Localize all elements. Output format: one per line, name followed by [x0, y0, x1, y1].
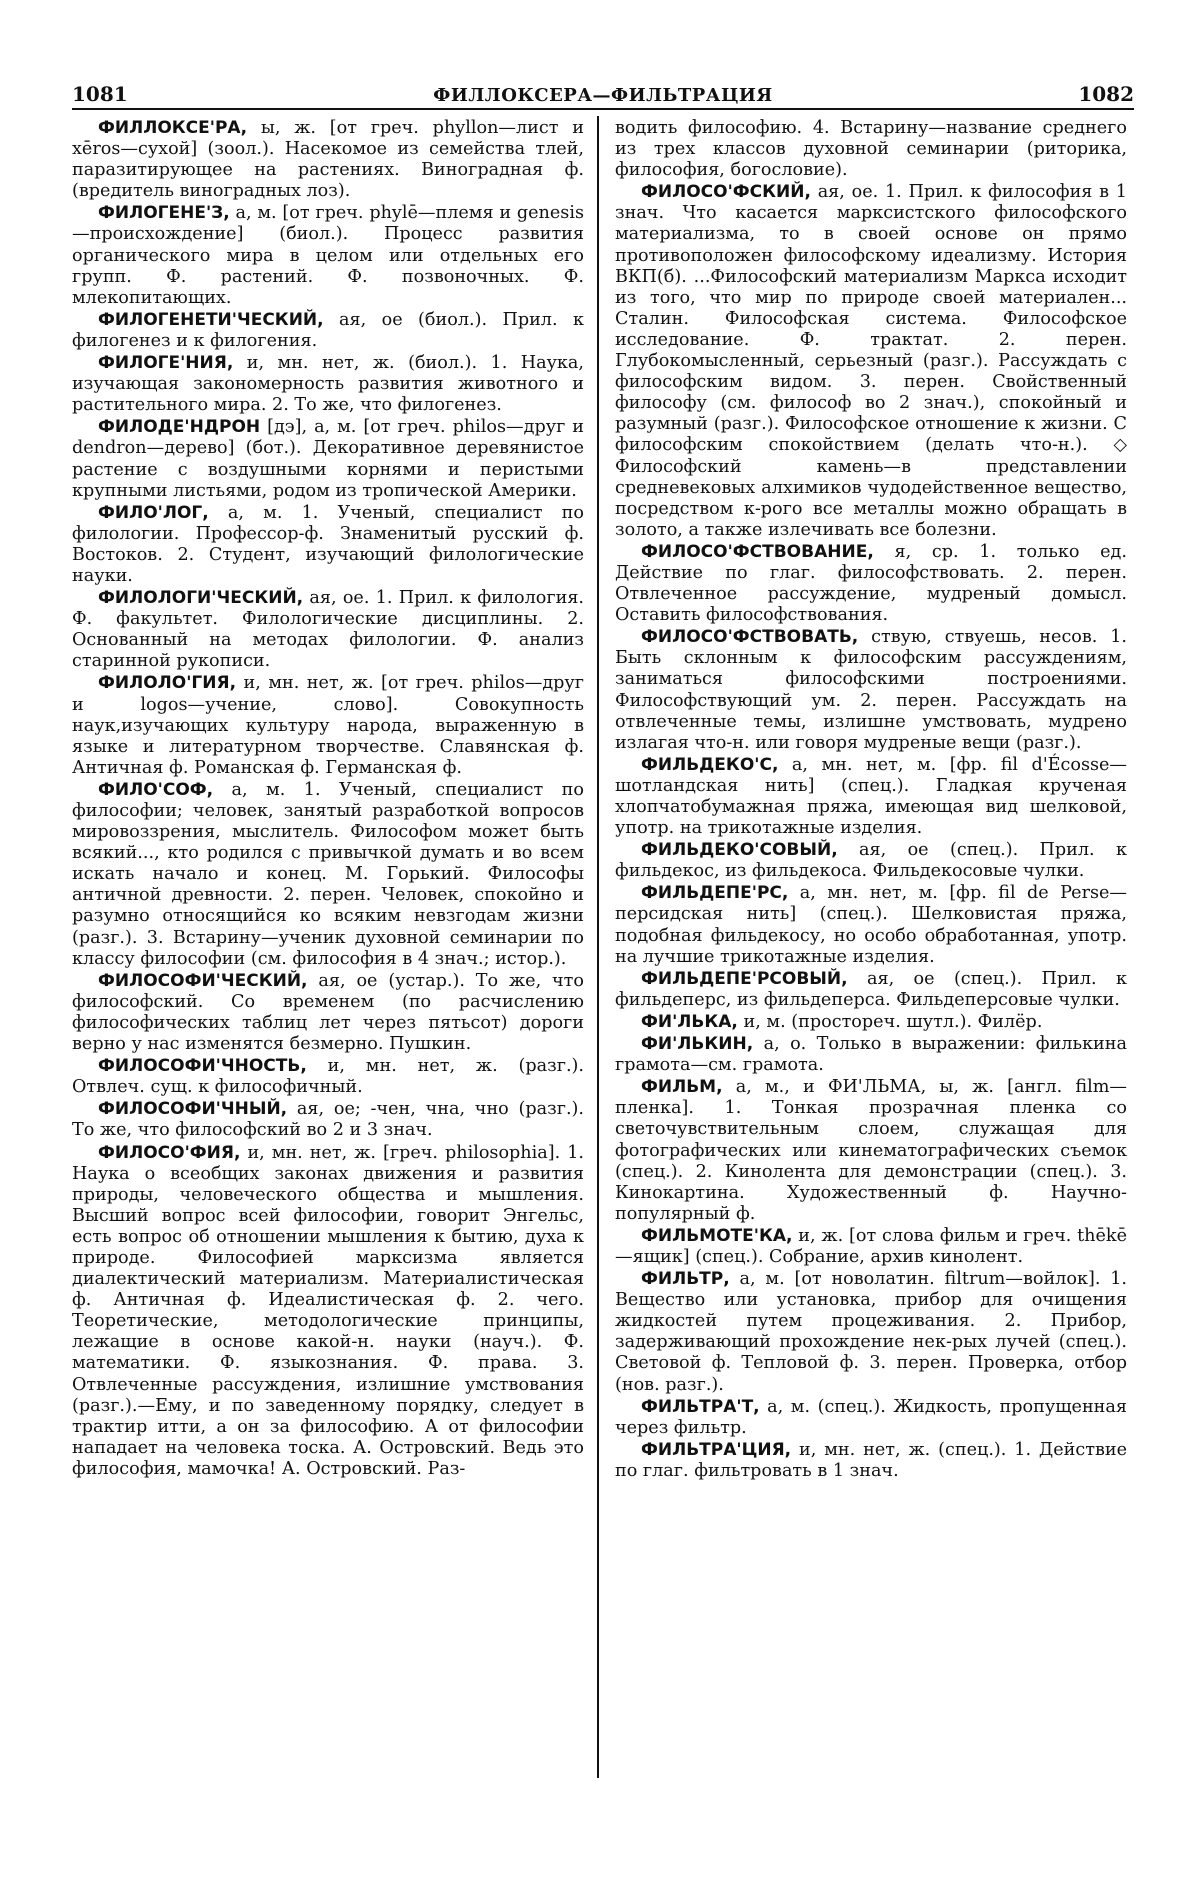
dictionary-entry [615, 1077, 1127, 1225]
entry-headword: ФИЛЬМ, [641, 1077, 723, 1098]
dictionary-entry [72, 203, 584, 308]
left-column [72, 118, 584, 1878]
dictionary-entry [72, 1143, 584, 1481]
entry-definition: водить философию. 4. Встарину—название среднего из трех классов духовной семинарии (риторика, философия, богословие). [615, 118, 1127, 181]
entry-headword: ФИЛОГЕ'НИЯ, [98, 353, 234, 374]
entry-headword: ФИЛОЛО'ГИЯ, [98, 673, 237, 694]
dictionary-entry [615, 182, 1127, 541]
dictionary-entry [615, 627, 1127, 754]
page-number-right: 1082 [1078, 82, 1134, 106]
entry-definition: а, м. [от новолатин. filtrum—войлок]. 1. Вещество или установка, прибор для очищения жидкостей путем процеживания. 2. Прибор, задерживающий прохождение нек-рых лучей (спец.). Световой ф. Тепловой ф. 3. перен. Проверка, отбор (нов. разг.). [615, 1269, 1127, 1395]
dictionary-entry [72, 310, 584, 352]
entry-definition: и, мн. нет, ж. [от греч. philos—друг и logos—учение, слово]. Совокупность наук,изучающих культуру народа, выраженную в языке и литературном творчестве. Славянская ф. Античная ф. Романская ф. Германская ф. [72, 673, 584, 778]
entry-headword: ФИЛОСОФИ'ЧНОСТЬ, [98, 1056, 307, 1077]
entry-headword: ФИ'ЛЬКИН, [641, 1034, 754, 1055]
entry-definition: я, ср. 1. только ед. Действие по глаг. философствовать. 2. перен. Отвлеченное рассуждение, мудреный домысл. Оставить философствования. [615, 541, 1127, 626]
entry-headword: ФИЛОГЕНЕТИ'ЧЕСКИЙ, [98, 309, 324, 330]
entry-headword: ФИ'ЛЬКА, [641, 1011, 738, 1032]
entry-definition: а, мн. нет, м. [фр. fil de Perse—персидская нить] (спец.). Шелковистая пряжа, подобная фильдекосу, но особо обработанная, употр. на лучшие трикотажные изделия. [615, 883, 1127, 967]
entry-definition: ы, ж. [от греч. phyllon—лист и xēros—сухой] (зоол.). Насекомое из семейства тлей, паразитирующее на растениях. Виноградная ф. (вредитель виноградных лоз). [72, 118, 584, 202]
entry-definition: ая, ое (спец.). Прил. к фильдекос, из фильдекоса. Фильдекосовые чулки. [615, 840, 1127, 882]
dictionary-entry [615, 1440, 1127, 1482]
dictionary-entry [615, 118, 1127, 181]
dictionary-entry [72, 1056, 584, 1098]
entry-headword: ФИЛЬМОТЕ'КА, [641, 1225, 793, 1246]
entry-headword: ФИЛЬТРА'ЦИЯ, [641, 1439, 792, 1460]
entry-definition: а, м. (спец.). Жидкость, пропущенная через фильтр. [615, 1396, 1127, 1438]
entry-definition: ая, ое (устар.). То же, что философский. Со временем (по расчислению философических таблиц лет через пятьсот) дороги верно у нас изменятся безмерно. Пушкин. [72, 970, 584, 1055]
right-column [615, 118, 1127, 1878]
entry-definition: а, м. [от греч. phylē—племя и genesis—происхождение] (биол.). Процесс развития органического мира в целом или отдельных его групп. Ф. растений. Ф. позвоночных. Ф. млекопитающих. [72, 203, 584, 308]
entry-definition: ая, ое (биол.). Прил. к филогенез и к филогения. [72, 309, 584, 351]
dictionary-entry [72, 780, 584, 970]
entry-headword: ФИЛОСО'ФСКИЙ, [641, 182, 811, 203]
dictionary-entry [615, 755, 1127, 839]
dictionary-entry [72, 588, 584, 672]
dictionary-entry [615, 969, 1127, 1011]
entry-headword: ФИЛОГЕНЕ'З, [98, 203, 230, 224]
entry-definition: и, мн. нет, ж. (разг.). Отвлеч. сущ. к философичный. [72, 1056, 584, 1098]
dictionary-entry [72, 673, 584, 778]
dictionary-entry [72, 353, 584, 416]
entry-definition: ая, ое (спец.). Прил. к фильдеперс, из фильдеперса. Фильдеперсовые чулки. [615, 968, 1127, 1010]
dictionary-entry [615, 542, 1127, 626]
dictionary-entry [72, 971, 584, 1055]
dictionary-entry [615, 1269, 1127, 1396]
entry-headword: ФИЛЬДЕПЕ'РС, [641, 883, 789, 904]
entry-headword: ФИЛЛОКСЕ'РА, [98, 118, 248, 138]
dictionary-entry [615, 1034, 1127, 1076]
entry-headword: ФИЛО'ЛОГ, [98, 502, 209, 523]
entry-definition: ствую, ствуешь, несов. 1. Быть склонным к философским рассуждениям, заниматься философскими построениями. Философствующий ум. 2. перен. Рассуждать на отвлеченные темы, излишне умствовать, мудрено излагая что-н. или говоря мудреные вещи (разг.). [615, 627, 1127, 753]
entry-headword: ФИЛЬДЕКО'СОВЫЙ, [641, 840, 838, 861]
entry-definition: а, м. 1. Ученый, специалист по филологии. Профессор-ф. Знаменитый русский ф. Востоков. 2. Студент, изучающий филологические науки. [72, 502, 584, 586]
entry-headword: ФИЛОДЕ'НДРОН [98, 417, 261, 438]
entry-definition: и, мн. нет, ж. (спец.). 1. Действие по глаг. фильтровать в 1 знач. [615, 1439, 1127, 1481]
entry-definition: и, мн. нет, ж. [греч. philosophia]. 1. Наука о всеобщих законах движения и развития природы, человеческого общества и мышления. Высший вопрос всей философии, говорит Энгельс, есть вопрос об отношении мышления к бытию, духа к природе. Философией марксизма является диалектический материализм. Материалистическая ф. Античная ф. Идеалистическая ф. 2. чего. Теоретические, методологические принципы, лежащие в основе какой-н. науки (науч.). Ф. математики. Ф. языкознания. Ф. права. 3. Отвлеченные рассуждения, излишние умствования (разг.).—Ему, и по заведенному порядку, следует в трактир итти, а он за философию. А от философии нападает на человека тоска. А. Островский. Ведь это философия, мамочка! А. Островский. Раз- [72, 1142, 584, 1479]
entry-headword: ФИЛЬТР, [641, 1269, 730, 1290]
entry-headword: ФИЛО'СОФ, [98, 779, 214, 800]
entry-headword: ФИЛОСОФИ'ЧНЫЙ, [98, 1099, 288, 1120]
entry-definition: ая, ое; -чен, чна, чно (разг.). То же, что философский во 2 и 3 знач. [72, 1099, 584, 1141]
entry-definition: ая, ое. 1. Прил. к филология. Ф. факультет. Филологические дисциплины. 2. Основанный на методах филологии. Ф. анализ старинной рукописи. [72, 588, 584, 672]
header-rule [72, 108, 1134, 110]
entry-definition: а, м., и ФИ'ЛЬМА, ы, ж. [англ. film—пленка]. 1. Тонкая прозрачная пленка со светочувствительным слоем, служащая для фотографических или кинематографических съемок (спец.). 2. Кинолента для демонстрации (спец.). 3. Кинокартина. Художественный ф. Научно-популярный ф. [615, 1077, 1127, 1224]
column-divider [597, 116, 599, 1778]
dictionary-entry [615, 883, 1127, 967]
entry-headword: ФИЛОСОФИ'ЧЕСКИЙ, [98, 970, 308, 991]
entry-definition: и, мн. нет, ж. (биол.). 1. Наука, изучающая закономерность развития животного и растительного мира. 2. То же, что филогенез. [72, 353, 584, 416]
entry-definition: ая, ое. 1. Прил. к философия в 1 знач. Что касается марксистского философского материализма, то в своей основе он прямо противоположен философскому идеализму. История ВКП(б). ...Философский материализм Маркса исходит из того, что мир по природе своей материален... Сталин. Философская система. Философское исследование. Ф. трактат. 2. перен. Глубокомысленный, серьезный (разг.). Рассуждать с философским видом. 3. перен. Свойственный философу (см. философ во 2 знач.), спокойный и разумный (разг.). Философское отношение к жизни. С философским спокойствием (делать что-н.). ◇ Философский камень—в представлении средневековых алхимиков чудодейственное вещество, посредством к-рого все металлы можно обращать в золото, а также излечивать все болезни. [615, 182, 1127, 540]
dictionary-entry [615, 1012, 1127, 1033]
dictionary-entry [72, 118, 584, 202]
entry-headword: ФИЛОСО'ФСТВОВАНИЕ, [641, 541, 874, 562]
page-number-left: 1081 [72, 82, 128, 106]
entry-headword: ФИЛОСО'ФИЯ, [98, 1142, 241, 1163]
dictionary-entry [615, 1226, 1127, 1268]
entry-headword: ФИЛЬТРА'Т, [641, 1396, 760, 1417]
entry-definition: а, м. 1. Ученый, специалист по философии; человек, занятый разработкой вопросов мировоззрения, мыслитель. Философом может быть всякий..., кто родился с привычкой думать и во всем искать начало и конец. М. Горький. Философы античной древности. 2. перен. Человек, спокойно и разумно относящийся ко всяким невзгодам жизни (разг.). 3. Встарину—ученик духовной семинарии по классу философии (см. философия в 4 знач.; истор.). [72, 779, 584, 969]
page-header [72, 74, 1134, 106]
entry-headword: ФИЛОСО'ФСТВОВАТЬ, [641, 627, 859, 648]
entry-definition: и, м. (простореч. шутл.). Филёр. [743, 1011, 1043, 1032]
entry-definition: [дэ], а, м. [от греч. philos—друг и dendron—дерево] (бот.). Декоративное деревянистое растение с воздушными корнями и перистыми крупными листьями, родом из тропической Америки. [72, 417, 584, 501]
entry-headword: ФИЛОЛОГИ'ЧЕСКИЙ, [98, 588, 304, 609]
entry-definition: а, о. Только в выражении: филькина грамота—см. грамота. [615, 1034, 1127, 1076]
entry-definition: а, мн. нет, м. [фр. fil d'Écosse—шотландская нить] (спец.). Гладкая крученая хлопчатобумажная пряжа, имеющая вид шелковой, употр. на трикотажные изделия. [615, 754, 1127, 839]
running-title: ФИЛЛОКСЕРА—ФИЛЬТРАЦИЯ [433, 85, 773, 106]
dictionary-entry [72, 503, 584, 587]
entry-headword: ФИЛЬДЕКО'С, [641, 754, 779, 775]
dictionary-entry [615, 1397, 1127, 1439]
dictionary-entry [72, 417, 584, 501]
entry-headword: ФИЛЬДЕПЕ'РСОВЫЙ, [641, 968, 848, 989]
dictionary-entry [72, 1099, 584, 1141]
dictionary-entry [615, 840, 1127, 882]
entry-definition: и, ж. [от слова фильм и греч. thēkē—ящик] (спец.). Собрание, архив кинолент. [615, 1225, 1127, 1267]
